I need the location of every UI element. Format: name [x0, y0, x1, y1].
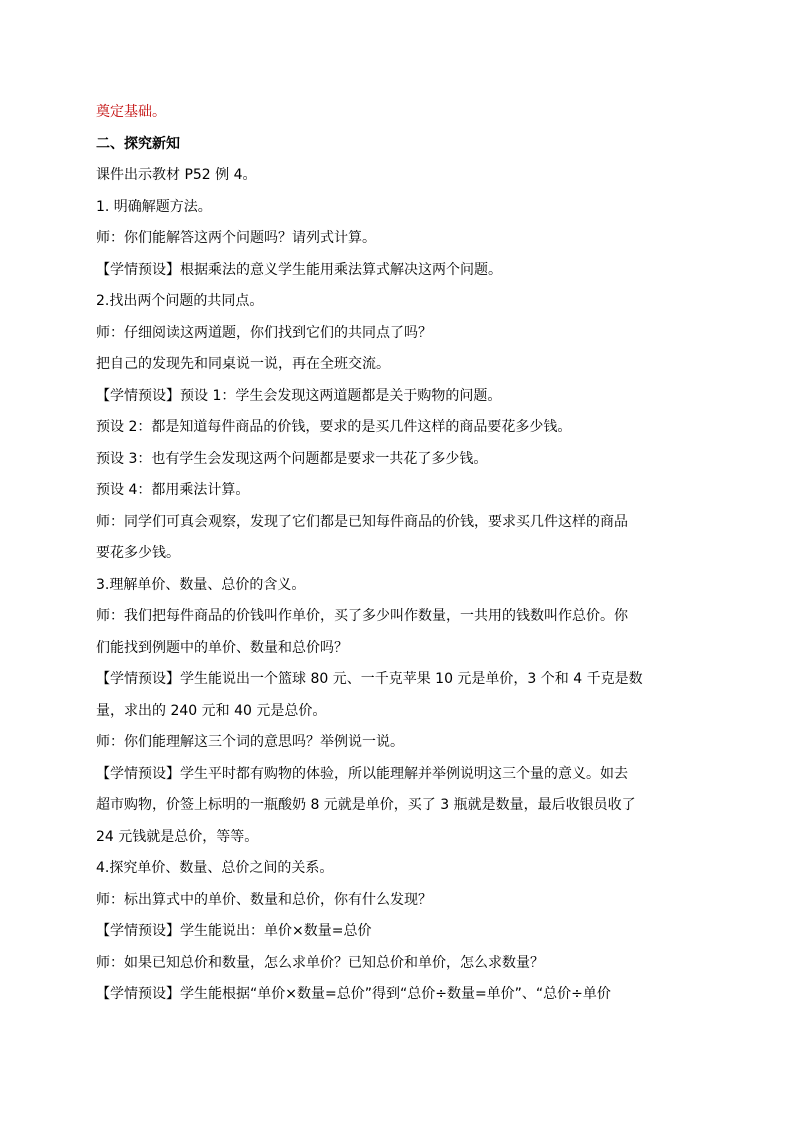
text-line: 师：如果已知总价和数量，怎么求单价？已知总价和单价，怎么求数量？	[96, 954, 544, 971]
text-line: 预设 3：也有学生会发现这两个问题都是要求一共花了多少钱。	[96, 450, 488, 467]
text-line: 预设 4：都用乘法计算。	[96, 482, 250, 498]
text-line: 【学情预设】学生平时都有购物的体验，所以能理解并举例说明这三个量的意义。如去	[96, 765, 628, 782]
text-line: 【学情预设】根据乘法的意义学生能用乘法算式解决这两个问题。	[96, 261, 502, 278]
text-line: 师：仔细阅读这两道题，你们找到它们的共同点了吗？	[96, 324, 432, 341]
section-heading: 二、探究新知	[96, 135, 180, 152]
text-line: 【学情预设】学生能说出：单价×数量=总价	[96, 923, 372, 939]
text-line: 【学情预设】学生能根据“单价×数量=总价”得到“总价÷数量=单价”、“总价÷单价	[96, 986, 611, 1002]
text-line: 要花多少钱。	[96, 545, 180, 561]
text-line: 师：你们能理解这三个词的意思吗？举例说一说。	[96, 734, 404, 750]
text-line: 课件出示教材 P52 例 4。	[96, 167, 257, 183]
step-heading: 1. 明确解题方法。	[96, 198, 212, 215]
text-line-foundation: 奠定基础。	[96, 104, 166, 120]
text-line: 把自己的发现先和同桌说一说，再在全班交流。	[96, 356, 390, 372]
text-line: 量，求出的 240 元和 40 元是总价。	[96, 702, 327, 719]
text-line: 师：我们把每件商品的价钱叫作单价，买了多少叫作数量，一共用的钱数叫作总价。你	[96, 608, 628, 624]
text-line: 师：标出算式中的单价、数量和总价，你有什么发现？	[96, 891, 432, 908]
text-line: 师：你们能解答这两个问题吗？请列式计算。	[96, 230, 376, 246]
text-line: 预设 2：都是知道每件商品的价钱，要求的是买几件这样的商品要花多少钱。	[96, 419, 572, 435]
step-heading: 4.探究单价、数量、总价之间的关系。	[96, 860, 334, 876]
step-heading: 2.找出两个问题的共同点。	[96, 293, 264, 309]
text-line: 超市购物，价签上标明的一瓶酸奶 8 元就是单价，买了 3 瓶就是数量，最后收银员收了	[96, 797, 636, 813]
step-heading: 3.理解单价、数量、总价的含义。	[96, 576, 306, 593]
text-line: 师：同学们可真会观察，发现了它们都是已知每件商品的价钱，要求买几件这样的商品	[96, 513, 628, 530]
document-body	[96, 97, 700, 1011]
text-line: 【学情预设】学生能说出一个篮球 80 元、一千克苹果 10 元是单价，3 个和 4 千克是数	[96, 671, 643, 687]
text-line: 们能找到例题中的单价、数量和总价吗？	[96, 639, 348, 656]
text-line: 24 元钱就是总价，等等。	[96, 828, 259, 845]
text-line: 【学情预设】预设 1：学生会发现这两道题都是关于购物的问题。	[96, 387, 502, 404]
